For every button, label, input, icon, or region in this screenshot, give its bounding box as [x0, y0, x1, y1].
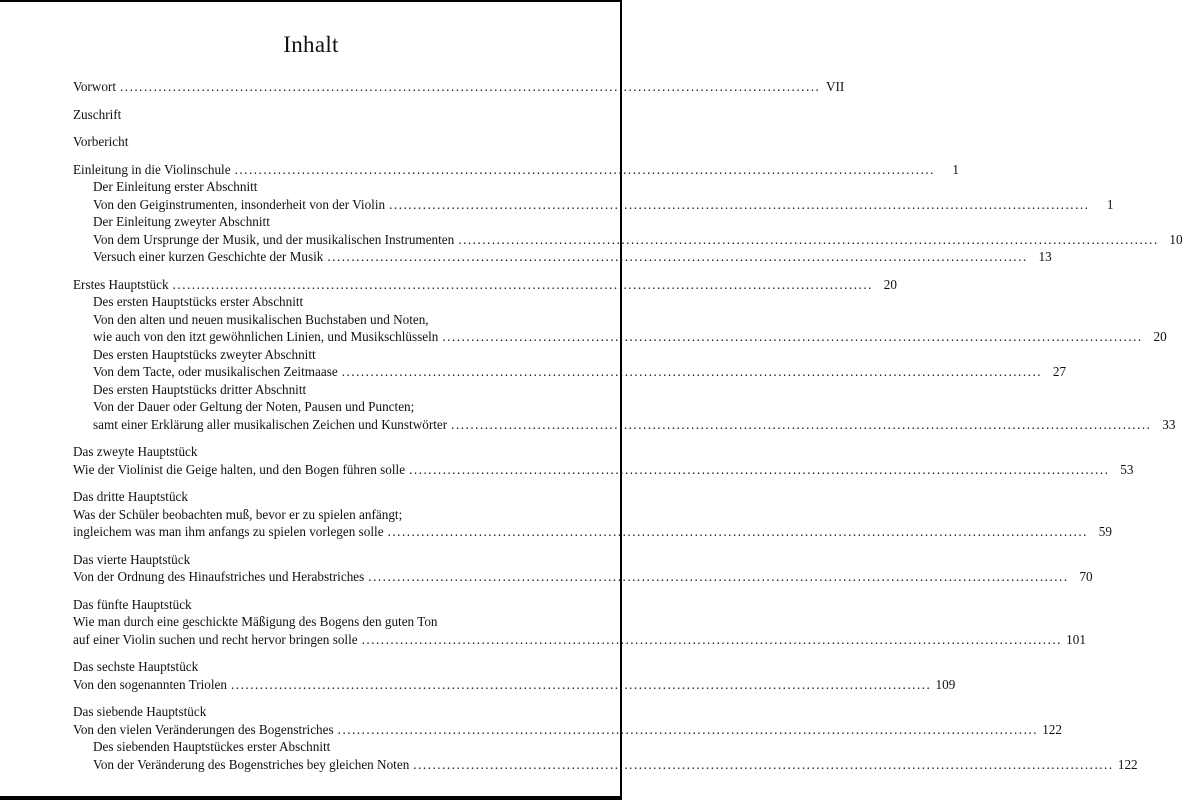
dot-leader: [388, 523, 1088, 541]
dot-leader: [362, 631, 1062, 649]
toc-entry: [73, 488, 563, 506]
dot-leader: [235, 161, 935, 179]
toc-page-number: 20: [883, 276, 897, 292]
dot-leader: [231, 676, 931, 694]
toc-entry-text: Das vierte Hauptstück: [73, 551, 191, 567]
toc-entry-text: Wie man durch eine geschickte Mäßigung des Bogens den guten Ton: [73, 614, 438, 629]
toc-entry: [73, 738, 563, 756]
toc-page-number: 10: [1169, 231, 1183, 247]
toc-entry-text: Das fünfte Hauptstück: [73, 596, 192, 612]
toc-entry: [73, 311, 563, 329]
toc-entry: [73, 551, 563, 569]
dot-leader: [451, 416, 1151, 434]
toc-section: [73, 551, 1093, 586]
toc-page-number: 109: [935, 676, 956, 692]
toc-entry: [73, 568, 1093, 586]
toc-entry-text: Wie der Violinist die Geige halten, und den Bogen führen solle: [73, 461, 406, 477]
toc-entry: [73, 248, 1052, 266]
dot-leader: [442, 328, 1142, 346]
dot-leader: [327, 248, 1027, 266]
toc-section: [73, 703, 1138, 773]
toc-entry-text: Von der Veränderung des Bogenstriches bey gleichen Noten: [93, 756, 410, 772]
toc-entry: [73, 213, 563, 231]
toc-entry-text: auf einer Violin suchen und recht hervor bringen solle: [73, 631, 358, 647]
toc-page-number: 53: [1120, 461, 1134, 477]
toc-section: [73, 443, 1134, 478]
toc-entry: [73, 613, 563, 631]
toc-page-number: 13: [1038, 249, 1052, 264]
toc-entry-text: Von der Ordnung des Hinaufstriches und Herabstriches: [73, 569, 365, 584]
toc-entry: [73, 106, 563, 124]
dot-leader: [389, 196, 1089, 214]
toc-page-number: 122: [1042, 721, 1062, 737]
toc-entry-text: Das zweyte Hauptstück: [73, 444, 198, 459]
toc-entry: [73, 78, 845, 96]
toc-section: [73, 276, 1176, 434]
toc-section: [73, 78, 845, 96]
toc-section: [73, 658, 956, 693]
toc-entry-text: Von den vielen Veränderungen des Bogenstriches: [73, 721, 334, 737]
toc-entry: [73, 381, 563, 399]
dot-leader: [338, 721, 1038, 739]
toc-entry: [73, 596, 563, 614]
toc-entry: [73, 506, 563, 524]
toc-entry-text: Von dem Tacte, oder musikalischen Zeitmaase: [93, 364, 338, 379]
toc-entry-text: Was der Schüler beobachten muß, bevor er zu spielen anfängt;: [73, 506, 403, 522]
toc-entry: [73, 363, 1067, 381]
page-border-bottom: [0, 796, 622, 800]
toc-entry: [73, 231, 1183, 249]
page-border-top: [0, 0, 622, 2]
dot-leader: [120, 78, 820, 96]
toc-entry-text: Das sechste Hauptstück: [73, 659, 199, 674]
toc-entry: [73, 676, 956, 694]
toc-section: [73, 133, 563, 151]
toc-entry-text: Vorbericht: [73, 134, 129, 149]
toc-section: [73, 106, 563, 124]
dot-leader: [413, 756, 1113, 774]
toc-entry-text: Von der Dauer oder Geltung der Noten, Pausen und Puncten;: [93, 399, 415, 414]
toc-page-number: 101: [1066, 631, 1086, 647]
toc-page-number: 33: [1162, 416, 1176, 432]
toc-entry-text: Von den alten und neuen musikalischen Buchstaben und Noten,: [93, 311, 429, 327]
toc-entry: [73, 276, 897, 294]
toc-entry-text: Von den sogenannten Triolen: [73, 676, 227, 692]
toc-entry: [73, 631, 1086, 649]
toc-entry-text: wie auch von den itzt gewöhnlichen Linien, und Musikschlüsseln: [93, 329, 439, 344]
toc-entry-text: Vorwort: [73, 79, 116, 94]
toc-entry-text: Des ersten Hauptstücks zweyter Abschnitt: [93, 346, 316, 362]
toc-entry-text: Der Einleitung zweyter Abschnitt: [93, 214, 270, 229]
toc-page-number: 1: [952, 161, 959, 177]
toc-entry: [73, 293, 563, 311]
toc-page-number: 70: [1079, 569, 1093, 584]
toc-entry-text: Des siebenden Hauptstückes erster Abschnitt: [93, 739, 331, 754]
toc-entry: [73, 461, 1134, 479]
toc-entry-text: Zuschrift: [73, 106, 122, 122]
toc-entry: [73, 756, 1138, 774]
toc-page-number: 20: [1153, 329, 1167, 344]
toc-section: [73, 488, 1112, 541]
toc-entry-text: Versuch einer kurzen Geschichte der Musik: [93, 249, 324, 264]
table-of-contents: [73, 78, 1183, 783]
toc-entry: [73, 416, 1176, 434]
toc-page-number: 59: [1098, 524, 1112, 539]
toc-entry-text: Von dem Ursprunge der Musik, und der musikalischen Instrumenten: [93, 231, 455, 247]
toc-entry-text: ingleichem was man ihm anfangs zu spielen vorlegen solle: [73, 524, 384, 539]
toc-page-number: 1: [1106, 196, 1114, 212]
toc-entry: [73, 161, 959, 179]
dot-leader: [173, 276, 873, 294]
toc-entry-text: Einleitung in die Violinschule: [73, 161, 231, 177]
toc-entry-text: Des ersten Hauptstücks erster Abschnitt: [93, 294, 304, 309]
toc-entry-text: samt einer Erklärung aller musikalischen Zeichen und Kunstwörter: [93, 416, 448, 432]
dot-leader: [458, 231, 1158, 249]
dot-leader: [368, 568, 1068, 586]
toc-entry: [73, 721, 1062, 739]
toc-section: [73, 161, 1183, 266]
toc-section: [73, 596, 1086, 649]
toc-entry-text: Das siebende Hauptstück: [73, 704, 207, 719]
toc-entry: [73, 346, 563, 364]
toc-entry: [73, 328, 1167, 346]
toc-entry: [73, 133, 563, 151]
page-title: Inhalt: [283, 32, 339, 57]
toc-entry: [73, 658, 563, 676]
toc-entry: [73, 703, 563, 721]
toc-page-number: 122: [1117, 756, 1138, 772]
toc-entry: [73, 178, 563, 196]
toc-entry-text: Erstes Hauptstück: [73, 276, 169, 292]
toc-entry: [73, 196, 1114, 214]
toc-entry-text: Des ersten Hauptstücks dritter Abschnitt: [93, 381, 307, 397]
toc-entry-text: Von den Geiginstrumenten, insonderheit von der Violin: [93, 196, 386, 212]
toc-entry: [73, 443, 563, 461]
toc-entry-text: Das dritte Hauptstück: [73, 489, 188, 504]
toc-entry-text: Der Einleitung erster Abschnitt: [93, 179, 258, 194]
dot-leader: [409, 461, 1109, 479]
dot-leader: [342, 363, 1042, 381]
toc-entry: [73, 523, 1112, 541]
toc-page-number: VII: [826, 79, 845, 94]
toc-entry: [73, 398, 563, 416]
toc-page-number: 27: [1052, 364, 1067, 379]
